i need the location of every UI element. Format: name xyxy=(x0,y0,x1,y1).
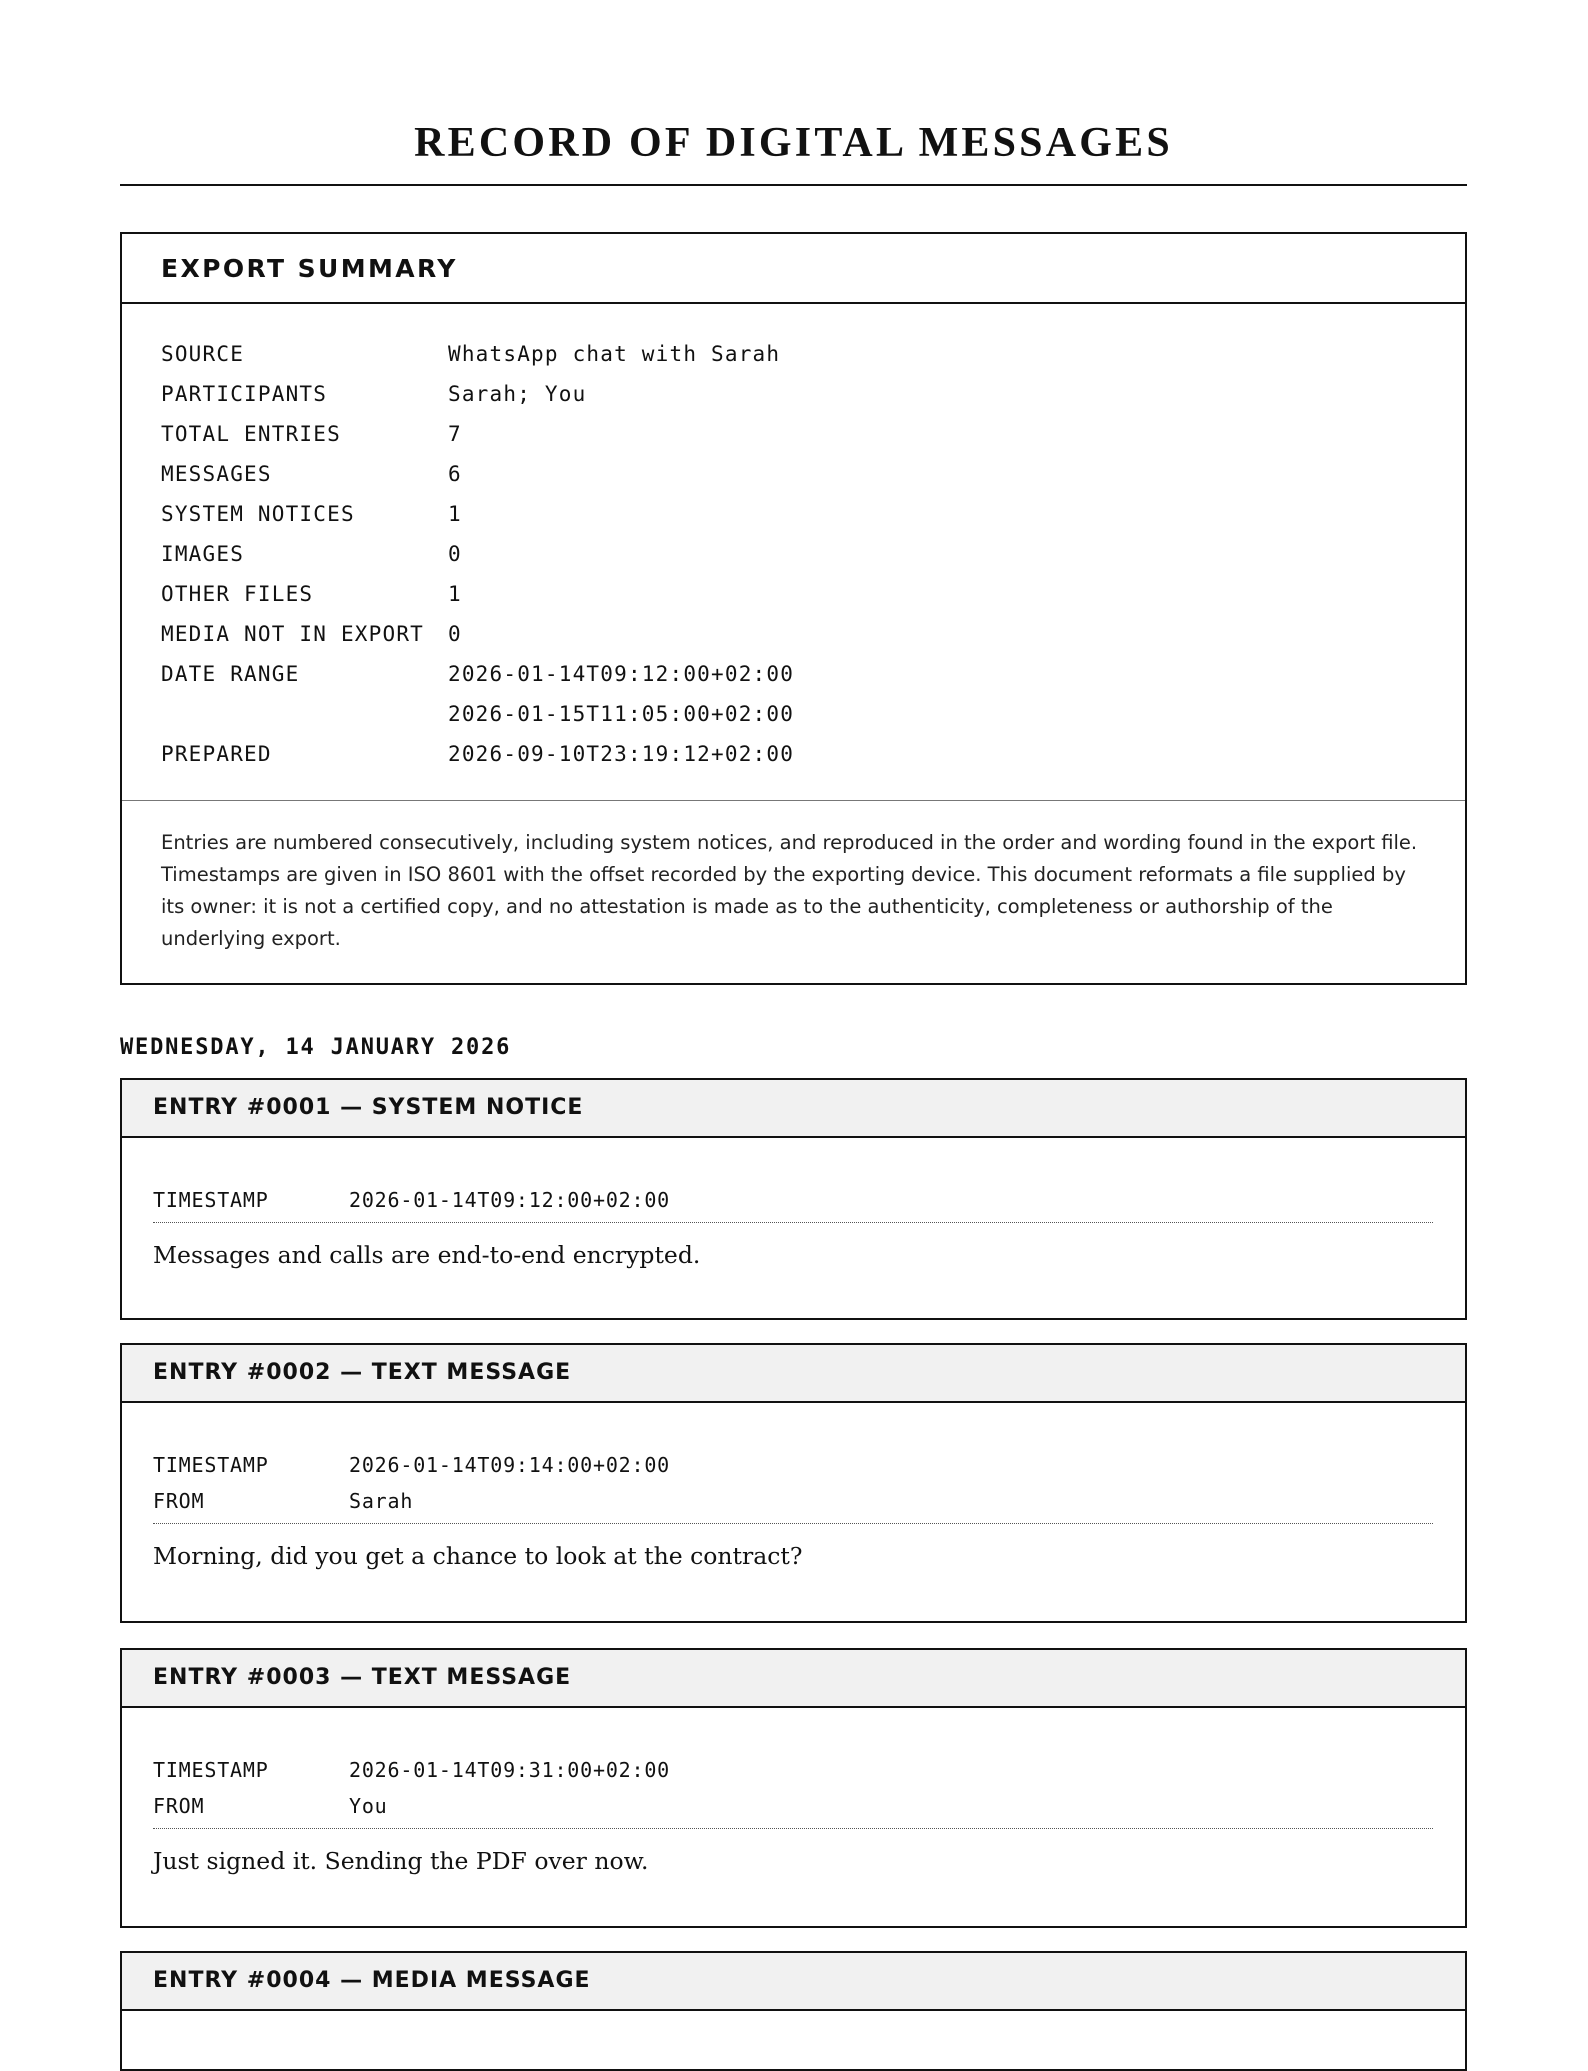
entry-body xyxy=(122,1138,1465,1273)
summary-key: MEDIA NOT IN EXPORT xyxy=(161,622,425,646)
document-title: RECORD OF DIGITAL MESSAGES xyxy=(414,120,1173,166)
summary-row-media-not-in-export xyxy=(161,614,1465,654)
entry-card xyxy=(120,1343,1467,1623)
entry-meta-key: TIMESTAMP xyxy=(153,1188,269,1212)
summary-value: 1 xyxy=(448,582,462,606)
title-rule xyxy=(120,184,1467,186)
entry-meta-key: TIMESTAMP xyxy=(153,1758,269,1782)
entry-message-text: Morning, did you get a chance to look at the contract? xyxy=(153,1542,803,1570)
summary-key: OTHER FILES xyxy=(161,582,314,606)
summary-row-total-entries xyxy=(161,414,1465,454)
entry-body xyxy=(122,1708,1465,1879)
summary-row-messages xyxy=(161,454,1465,494)
summary-key: PREPARED xyxy=(161,742,272,766)
summary-key: DATE RANGE xyxy=(161,662,300,686)
summary-value: 0 xyxy=(448,622,462,646)
entry-meta-key: FROM xyxy=(153,1794,205,1818)
summary-row-system-notices xyxy=(161,494,1465,534)
summary-key xyxy=(161,694,448,734)
summary-key: SYSTEM NOTICES xyxy=(161,502,355,526)
export-summary-fields xyxy=(122,304,1465,800)
summary-row-other-files xyxy=(161,574,1465,614)
summary-value: Sarah; You xyxy=(448,382,587,406)
summary-value: 1 xyxy=(448,502,462,526)
summary-row-date-range-start xyxy=(161,654,1465,694)
summary-value: 2026-01-15T11:05:00+02:00 xyxy=(448,702,795,726)
entry-metadata xyxy=(153,1182,1433,1223)
summary-value: 0 xyxy=(448,542,462,566)
summary-value: 2026-09-10T23:19:12+02:00 xyxy=(448,742,795,766)
entry-header: ENTRY #0004 — MEDIA MESSAGE xyxy=(122,1953,1465,2011)
summary-row-prepared xyxy=(161,734,1465,774)
summary-key: MESSAGES xyxy=(161,462,272,486)
summary-row-date-range-end xyxy=(161,694,1465,734)
entry-metadata xyxy=(153,1447,1433,1524)
summary-row-participants xyxy=(161,374,1465,414)
entry-message-text: Just signed it. Sending the PDF over now. xyxy=(153,1847,649,1875)
document-page xyxy=(120,0,1467,2071)
entry-message-text: Messages and calls are end-to-end encrypted. xyxy=(153,1241,701,1269)
entry-meta-value: 2026-01-14T09:14:00+02:00 xyxy=(349,1453,671,1477)
summary-value: WhatsApp chat with Sarah xyxy=(448,342,781,366)
entry-meta-value: You xyxy=(349,1794,388,1818)
entry-body xyxy=(122,1403,1465,1574)
entry-header: ENTRY #0002 — TEXT MESSAGE xyxy=(122,1345,1465,1403)
summary-value: 2026-01-14T09:12:00+02:00 xyxy=(448,662,795,686)
day-heading: WEDNESDAY, 14 JANUARY 2026 xyxy=(120,1035,512,1060)
summary-value: 7 xyxy=(448,422,462,446)
entry-meta-value: Sarah xyxy=(349,1489,414,1513)
summary-key: TOTAL ENTRIES xyxy=(161,422,341,446)
entry-meta-key: TIMESTAMP xyxy=(153,1453,269,1477)
entry-metadata xyxy=(153,1752,1433,1829)
summary-row-source xyxy=(161,334,1465,374)
summary-key: PARTICIPANTS xyxy=(161,382,328,406)
entry-from-row xyxy=(153,1788,1433,1824)
entry-meta-value: 2026-01-14T09:12:00+02:00 xyxy=(349,1188,671,1212)
summary-key: IMAGES xyxy=(161,542,245,566)
summary-value: 6 xyxy=(448,462,462,486)
entry-timestamp-row xyxy=(153,1447,1433,1483)
entry-header: ENTRY #0001 — SYSTEM NOTICE xyxy=(122,1080,1465,1138)
summary-row-images xyxy=(161,534,1465,574)
entry-meta-value: 2026-01-14T09:31:00+02:00 xyxy=(349,1758,671,1782)
entry-timestamp-row xyxy=(153,1182,1433,1218)
summary-key: SOURCE xyxy=(161,342,245,366)
export-disclaimer: Entries are numbered consecutively, including system notices, and reproduced in the order and wording found in the export file. Timestamps are given in ISO 8601 with the offset recorded by the exporting device. This document reformats a file supplied by its owner: it is not a certified copy, and no attestation is made as to the authenticity, completeness or authorship of the underlying export. xyxy=(122,800,1465,983)
export-summary xyxy=(120,232,1467,985)
entry-timestamp-row xyxy=(153,1752,1433,1788)
entry-card xyxy=(120,1648,1467,1928)
entry-card xyxy=(120,1078,1467,1320)
export-summary-heading: EXPORT SUMMARY xyxy=(122,234,1465,304)
entry-from-row xyxy=(153,1483,1433,1519)
entry-header: ENTRY #0003 — TEXT MESSAGE xyxy=(122,1650,1465,1708)
entry-card xyxy=(120,1951,1467,2071)
entry-meta-key: FROM xyxy=(153,1489,205,1513)
